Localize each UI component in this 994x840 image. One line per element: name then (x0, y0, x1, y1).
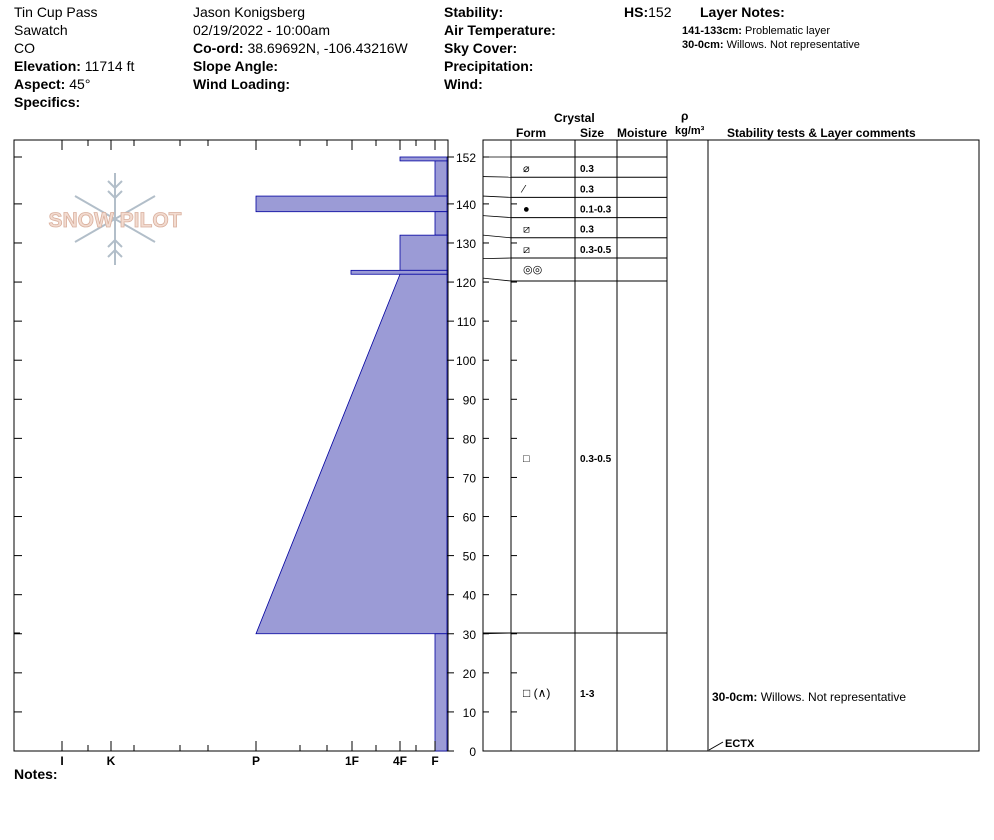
layer-connector (483, 278, 511, 281)
layer-note-range: 141-133cm: (682, 25, 742, 37)
slope-angle-label: Slope Angle: (193, 58, 279, 74)
form-header: Form (516, 126, 546, 140)
crystal-size: 0.3 (580, 164, 594, 176)
hardness-tick-label: F (431, 754, 439, 768)
wind-label: Wind: (444, 76, 483, 92)
layer-table-frame (483, 140, 979, 751)
stability-test-label: ECTX (725, 738, 755, 750)
sky-cover-label: Sky Cover: (444, 40, 518, 56)
depth-tick-label: 100 (455, 354, 476, 369)
depth-tick-label: 80 (462, 432, 476, 447)
stability-comments-header: Stability tests & Layer comments (727, 126, 916, 140)
crystal-size: 0.3-0.5 (580, 454, 612, 465)
depth-tick-label: 140 (455, 197, 476, 212)
wind-loading-label: Wind Loading: (193, 76, 291, 92)
mountain-range: Sawatch (14, 22, 68, 38)
crystal-header: Crystal (554, 111, 595, 125)
specifics-label: Specifics: (14, 94, 81, 110)
hardness-tick-label: 1F (344, 754, 360, 768)
precipitation-label: Precipitation: (444, 58, 534, 74)
layer-comment: 30-0cm: Willows. Not representative (712, 690, 907, 704)
observer-name: Jason Konigsberg (193, 4, 306, 20)
observation-datetime: 02/19/2022 - 10:00am (193, 22, 330, 38)
hardness-bar (351, 270, 447, 274)
hardness-bar (400, 157, 447, 161)
layer-connector (483, 216, 511, 218)
depth-tick-label: 130 (455, 236, 476, 251)
aspect-value: 45° (69, 76, 91, 92)
hardness-tick-label: K (106, 754, 116, 768)
layer-note-text: Problematic layer (745, 25, 830, 37)
hs-label: HS: (624, 4, 649, 20)
notes-label: Notes: (14, 766, 58, 782)
hardness-bar (256, 274, 447, 634)
depth-tick-label: 110 (456, 315, 476, 330)
layer-connector (483, 258, 511, 259)
stability-test-marker (709, 742, 723, 750)
elevation-value: 11714 ft (84, 58, 135, 74)
depth-tick-label: 152 (455, 151, 476, 165)
depth-tick-label: 20 (462, 666, 476, 681)
hardness-bar (400, 235, 447, 270)
layer-note-range: 30-0cm: (682, 39, 724, 51)
hardness-bar (435, 212, 447, 235)
crystal-size: 0.1-0.3 (580, 204, 612, 216)
depth-tick-label: 50 (462, 549, 476, 564)
depth-tick-label: 0 (469, 745, 476, 759)
air-temperature-label: Air Temperature: (444, 22, 556, 38)
logo-text: SNOW PILOT (48, 209, 182, 232)
crystal-form-symbol: □ (∧) (523, 686, 551, 700)
crystal-form-symbol: □ (523, 453, 530, 465)
hardness-tick-label: 4F (392, 754, 408, 768)
layer-connector (483, 177, 511, 178)
hs-value: 152 (648, 4, 672, 20)
depth-tick-label: 40 (462, 588, 476, 603)
stability-label: Stability: (444, 4, 504, 20)
crystal-size: 0.3 (580, 224, 594, 236)
coord-label: Co-ord: (193, 40, 244, 56)
hardness-tick-label: I (60, 754, 64, 768)
layer-note-text: Willows. Not representative (726, 39, 860, 51)
layer-notes-label: Layer Notes: (700, 4, 785, 20)
depth-tick-label: 120 (455, 276, 476, 291)
moisture-header: Moisture (617, 126, 668, 140)
depth-tick-label: 30 (462, 627, 476, 642)
hardness-bar (435, 634, 447, 751)
crystal-form-symbol: ⁄ (523, 183, 525, 196)
depth-tick-label: 60 (462, 510, 476, 525)
location-name: Tin Cup Pass (14, 4, 98, 20)
aspect-label: Aspect: (14, 76, 66, 92)
elevation-label: Elevation: (14, 58, 81, 74)
size-header: Size (580, 126, 605, 140)
coord-value: 38.69692N, -106.43216W (247, 40, 408, 56)
hardness-bar (435, 161, 447, 196)
layer-connector (483, 235, 511, 238)
rho-header: ρ (681, 109, 689, 123)
snow-pilot-logo (49, 173, 182, 265)
hardness-bar (256, 196, 447, 212)
crystal-form-symbol: ⌀ (523, 163, 530, 176)
crystal-size: 0.3-0.5 (580, 244, 612, 256)
hardness-tick-label: P (251, 754, 261, 768)
depth-tick-label: 10 (462, 705, 476, 720)
density-unit-header: kg/m³ (675, 125, 705, 137)
layer-connector (483, 196, 511, 197)
crystal-form-symbol: ● (523, 203, 530, 216)
crystal-form-symbol: ◎◎ (523, 264, 543, 277)
state: CO (14, 40, 35, 56)
depth-tick-label: 90 (462, 393, 476, 408)
crystal-size: 0.3 (580, 184, 594, 196)
crystal-size: 1-3 (580, 689, 595, 700)
crystal-form-symbol: ⧄ (523, 223, 530, 236)
depth-tick-label: 70 (462, 471, 476, 486)
crystal-form-symbol: ⧄ (523, 243, 530, 256)
